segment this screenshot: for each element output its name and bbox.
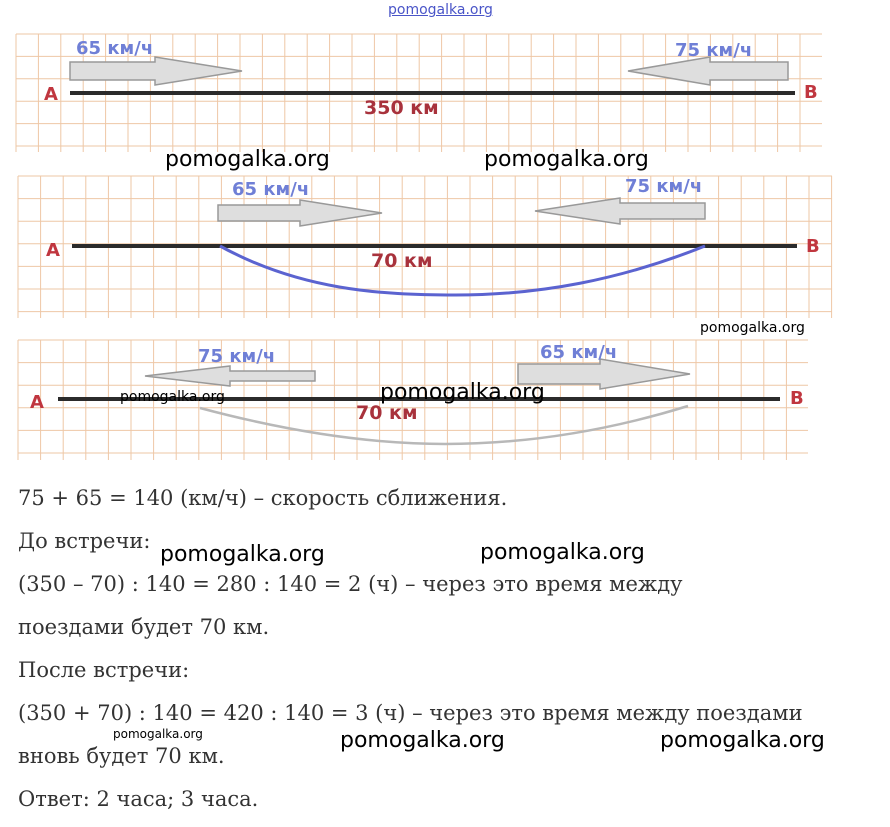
solution-line-8: Ответ: 2 часа; 3 часа. (18, 787, 259, 811)
left-speed-1: 65 км/ч (76, 38, 154, 59)
watermark[interactable]: pomogalka.org (165, 147, 330, 172)
solution-line-6: (350 + 70) : 140 = 420 : 140 = 3 (ч) – через это время между поездами (18, 701, 803, 725)
left-speed-3: 75 км/ч (198, 346, 276, 367)
right-speed-3: 65 км/ч (540, 342, 618, 363)
watermark-top[interactable]: pomogalka.org (388, 2, 493, 18)
solution-line-2: До встречи: (18, 529, 151, 553)
watermark[interactable]: pomogalka.org (160, 542, 325, 567)
point-a-2: А (46, 240, 60, 261)
right-speed-2: 75 км/ч (625, 176, 703, 197)
point-b-3: В (790, 388, 804, 409)
watermark[interactable]: pomogalka.org (700, 320, 805, 336)
watermark[interactable]: pomogalka.org (380, 380, 545, 405)
distance-1: 350 км (364, 97, 439, 119)
solution-line-7: вновь будет 70 км. (18, 744, 225, 768)
distance-2: 70 км (371, 250, 433, 272)
watermark[interactable]: pomogalka.org (120, 389, 225, 405)
right-speed-1: 75 км/ч (675, 40, 753, 61)
watermark[interactable]: pomogalka.org (480, 540, 645, 565)
watermark[interactable]: pomogalka.org (660, 728, 825, 753)
solution-line-1: 75 + 65 = 140 (км/ч) – скорость сближения. (18, 486, 508, 510)
watermark[interactable]: pomogalka.org (340, 728, 505, 753)
solution-line-3: (350 – 70) : 140 = 280 : 140 = 2 (ч) – через это время между (18, 572, 683, 596)
point-a-1: А (44, 84, 58, 105)
distance-3: 70 км (356, 402, 418, 424)
meeting-arc-3 (200, 406, 688, 444)
solution-line-4: поездами будет 70 км. (18, 615, 270, 639)
watermark[interactable]: pomogalka.org (484, 147, 649, 172)
point-b-1: В (804, 82, 818, 103)
watermark[interactable]: pomogalka.org (113, 727, 203, 741)
point-b-2: В (806, 236, 820, 257)
left-speed-2: 65 км/ч (232, 179, 310, 200)
solution-line-5: После встречи: (18, 658, 190, 682)
point-a-3: А (30, 392, 44, 413)
